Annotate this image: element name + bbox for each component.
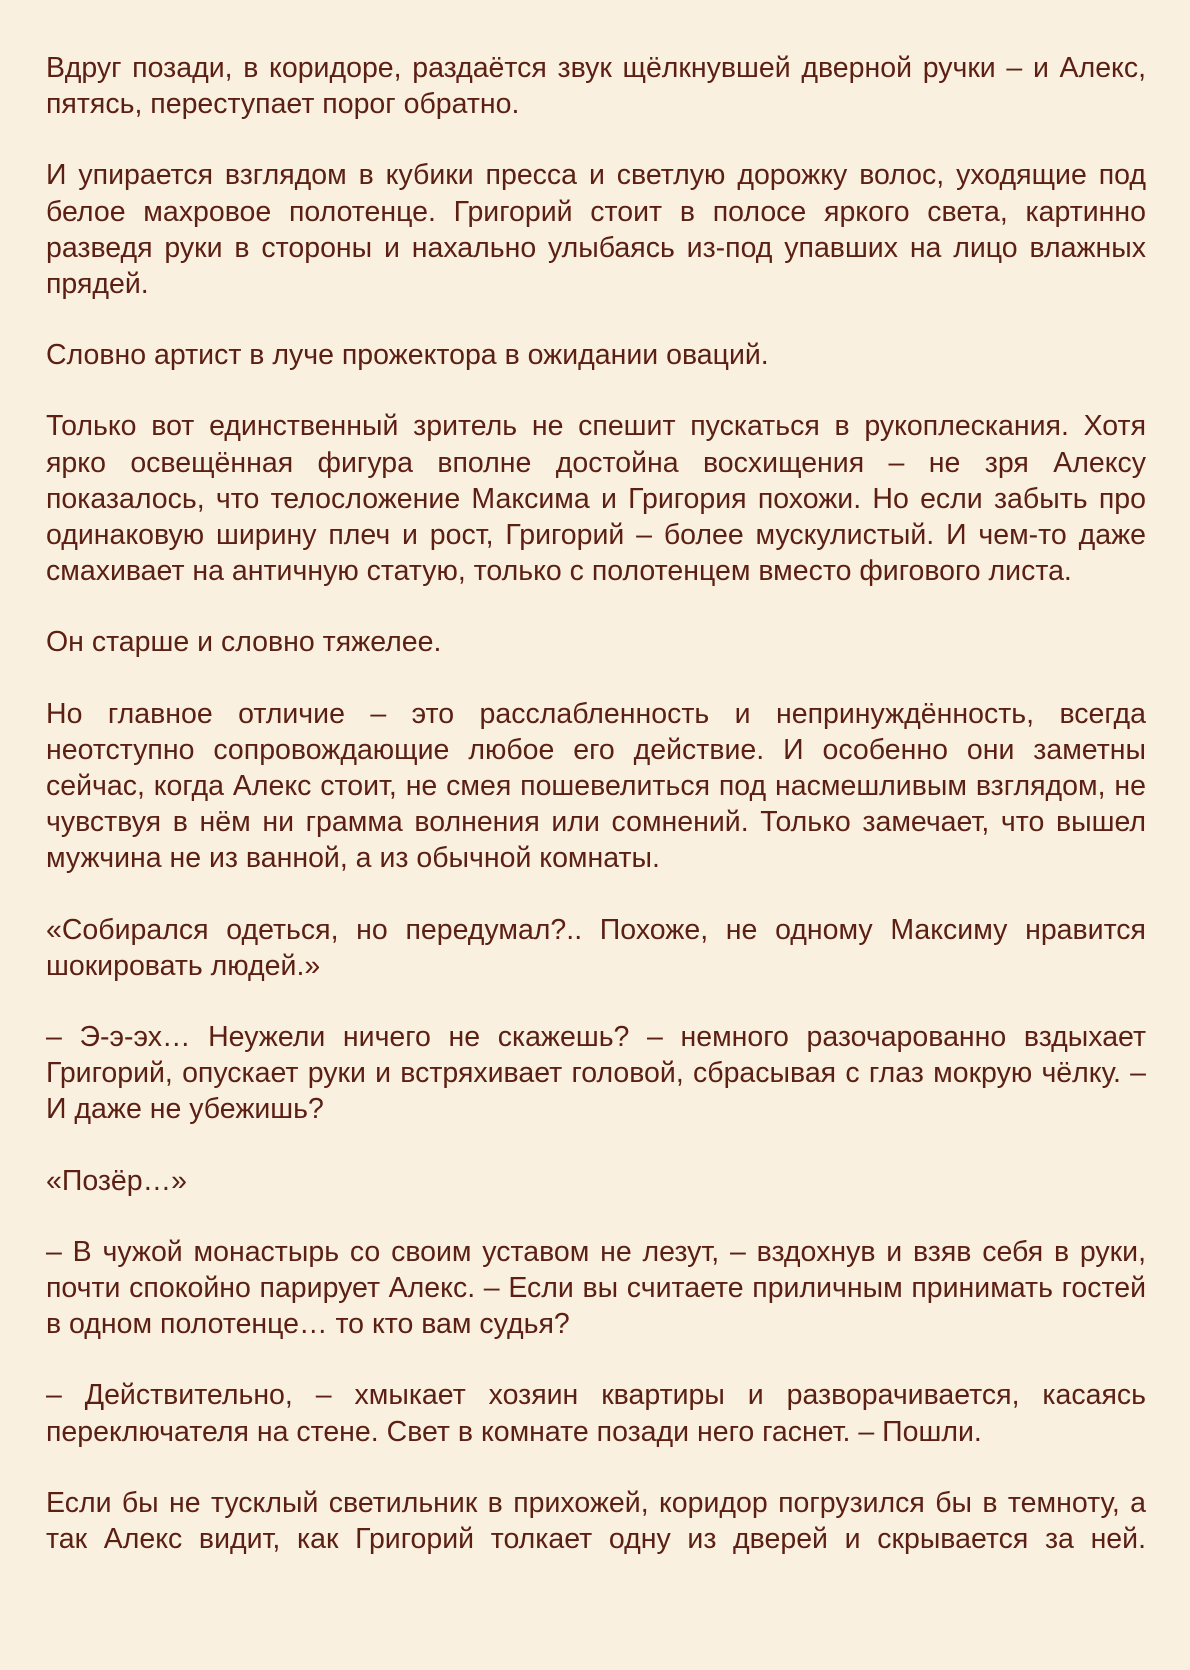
paragraph: Словно артист в луче прожектора в ожидании оваций. [46, 339, 769, 372]
paragraph: – Действительно, – хмыкает хозяин квартиры и разворачивается, касаясь переключателя на стене. Свет в комнате позади него гаснет. – Пошли. [46, 1379, 1146, 1448]
paragraph: И упирается взглядом в кубики пресса и светлую дорожку волос, уходящие под белое махровое полотенце. Григорий стоит в полосе яркого света, картинно разведя руки в стороны и нахально улыбаясь из-под упавших на лицо влажных прядей. [46, 159, 1146, 301]
paragraph: Он старше и словно тяжелее. [46, 626, 442, 659]
paragraph: Но главное отличие – это расслабленность и непринуждённость, всегда неотступно сопровождающие любое его действие. И особенно они заметны сейчас, когда Алекс стоит, не смея пошевелиться под насмешливым взглядом, не чувствуя в нём ни грамма волнения или сомнений. Только замечает, что вышел мужчина не из ванной, а из обычной комнаты. [46, 697, 1146, 875]
paragraph: – Э-э-эх… Неужели ничего не скажешь? – немного разочарованно вздыхает Григорий, опускает руки и встряхивает головой, сбрасывая с глаз мокрую чёлку. – И даже не убежишь? [46, 1021, 1146, 1126]
paragraph: Только вот единственный зритель не спешит пускаться в рукоплескания. Хотя ярко освещённая фигура вполне достойна восхищения – не зря Алексу показалось, что телосложение Максима и Григория похожи. Но если забыть про одинаковую ширину плеч и рост, Григорий – более мускулистый. И чем-то даже смахивает на античную статую, только с полотенцем вместо фигового листа. [46, 410, 1146, 588]
paragraph: «Позёр…» [46, 1164, 187, 1197]
paragraph: Если бы не тусклый светильник в прихожей, коридор погрузился бы в темноту, а так Алекс видит, как Григорий толкает одну из дверей и скрывается за ней. [46, 1486, 1146, 1556]
paragraph: – В чужой монастырь со своим уставом не лезут, – вздохнув и взяв себя в руки, почти спокойно парирует Алекс. – Если вы считаете приличным принимать гостей в одном полотенце… то кто вам судья? [46, 1235, 1146, 1341]
paragraph: «Собирался одеться, но передумал?.. Похоже, не одному Максиму нравится шокировать людей.» [46, 913, 1146, 982]
paragraph: Вдруг позади, в коридоре, раздаётся звук щёлкнувшей дверной ручки – и Алекс, пятясь, переступает порог обратно. [46, 52, 1146, 121]
